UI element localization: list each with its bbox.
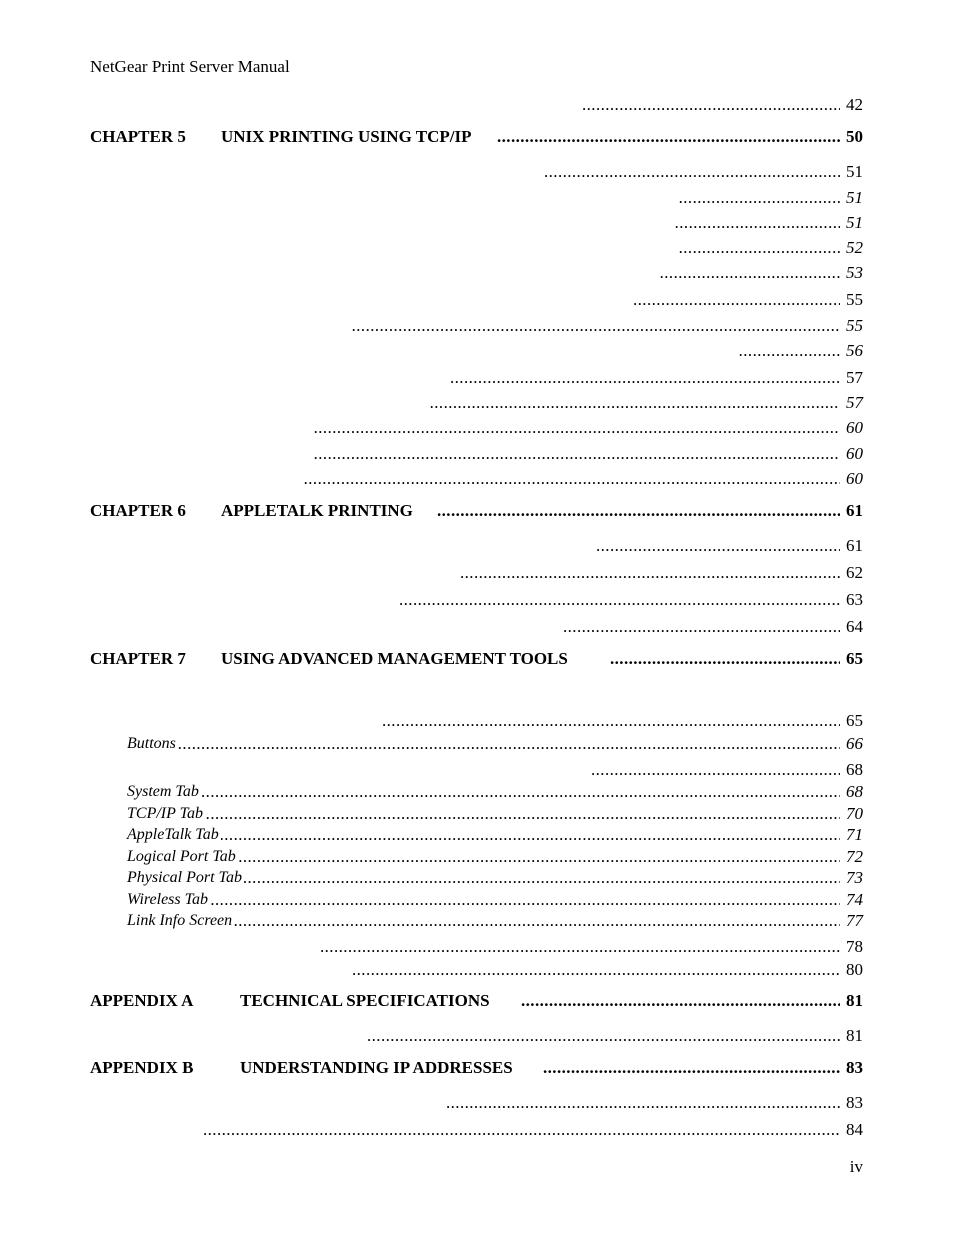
toc-entry: ..... 63 [0,589,954,611]
toc-appendix-a: APPENDIX A TECHNICAL SPECIFICATIONS ..... 81 [0,990,954,1012]
toc-entry: ..... 57 [0,392,954,414]
toc-entry: ..... 65 [0,710,954,732]
toc-chapter-5: CHAPTER 5 UNIX PRINTING USING TCP/IP ..... 50 [0,126,954,148]
toc-entry: ..... 81 [0,1025,954,1047]
toc-entry: ..... 42 [0,94,954,116]
toc-entry: ..... 55 [0,289,954,311]
toc-entry: ..... 60 [0,417,954,439]
toc-subsection: ..... Link Info Screen 77 [0,910,954,932]
toc-entry: ..... 60 [0,468,954,490]
toc-entry: ..... 80 [0,959,954,981]
toc-entry: ..... 51 [0,161,954,183]
toc-entry: ..... 55 [0,315,954,337]
toc-subsection: ..... AppleTalk Tab 71 [0,824,954,846]
page-number: iv [849,1157,863,1176]
toc-entry: ..... 78 [0,936,954,958]
toc-appendix-b: APPENDIX B UNDERSTANDING IP ADDRESSES ..... 83 [0,1057,954,1079]
toc-entry: ..... 51 [0,187,954,209]
toc-entry: ..... 52 [0,237,954,259]
toc-entry: ..... 53 [0,262,954,284]
toc-subsection: ..... Physical Port Tab 73 [0,867,954,889]
toc-entry: ..... 51 [0,212,954,234]
toc-entry: ..... 57 [0,367,954,389]
toc-entry: ..... 64 [0,616,954,638]
toc-entry: ..... 84 [0,1119,954,1141]
toc-chapter-6: CHAPTER 6 APPLETALK PRINTING ..... 61 [0,500,954,522]
toc-subsection: ..... TCP/IP Tab 70 [0,803,954,825]
toc-entry: ..... 68 [0,759,954,781]
toc-chapter-7: CHAPTER 7 USING ADVANCED MANAGEMENT TOOLS ..... 65 [0,648,954,670]
toc-subsection: ..... Logical Port Tab 72 [0,846,954,868]
toc-entry: ..... 83 [0,1092,954,1114]
toc-entry: ..... 56 [0,340,954,362]
toc-entry: ..... 60 [0,443,954,465]
toc-subsection: ..... Buttons 66 [0,733,954,755]
running-header: NetGear Print Server Manual [90,57,290,76]
toc-entry: ..... 62 [0,562,954,584]
toc-subsection: ..... Wireless Tab 74 [0,889,954,911]
toc-subsection: ..... System Tab 68 [0,781,954,803]
toc-entry: ..... 61 [0,535,954,557]
